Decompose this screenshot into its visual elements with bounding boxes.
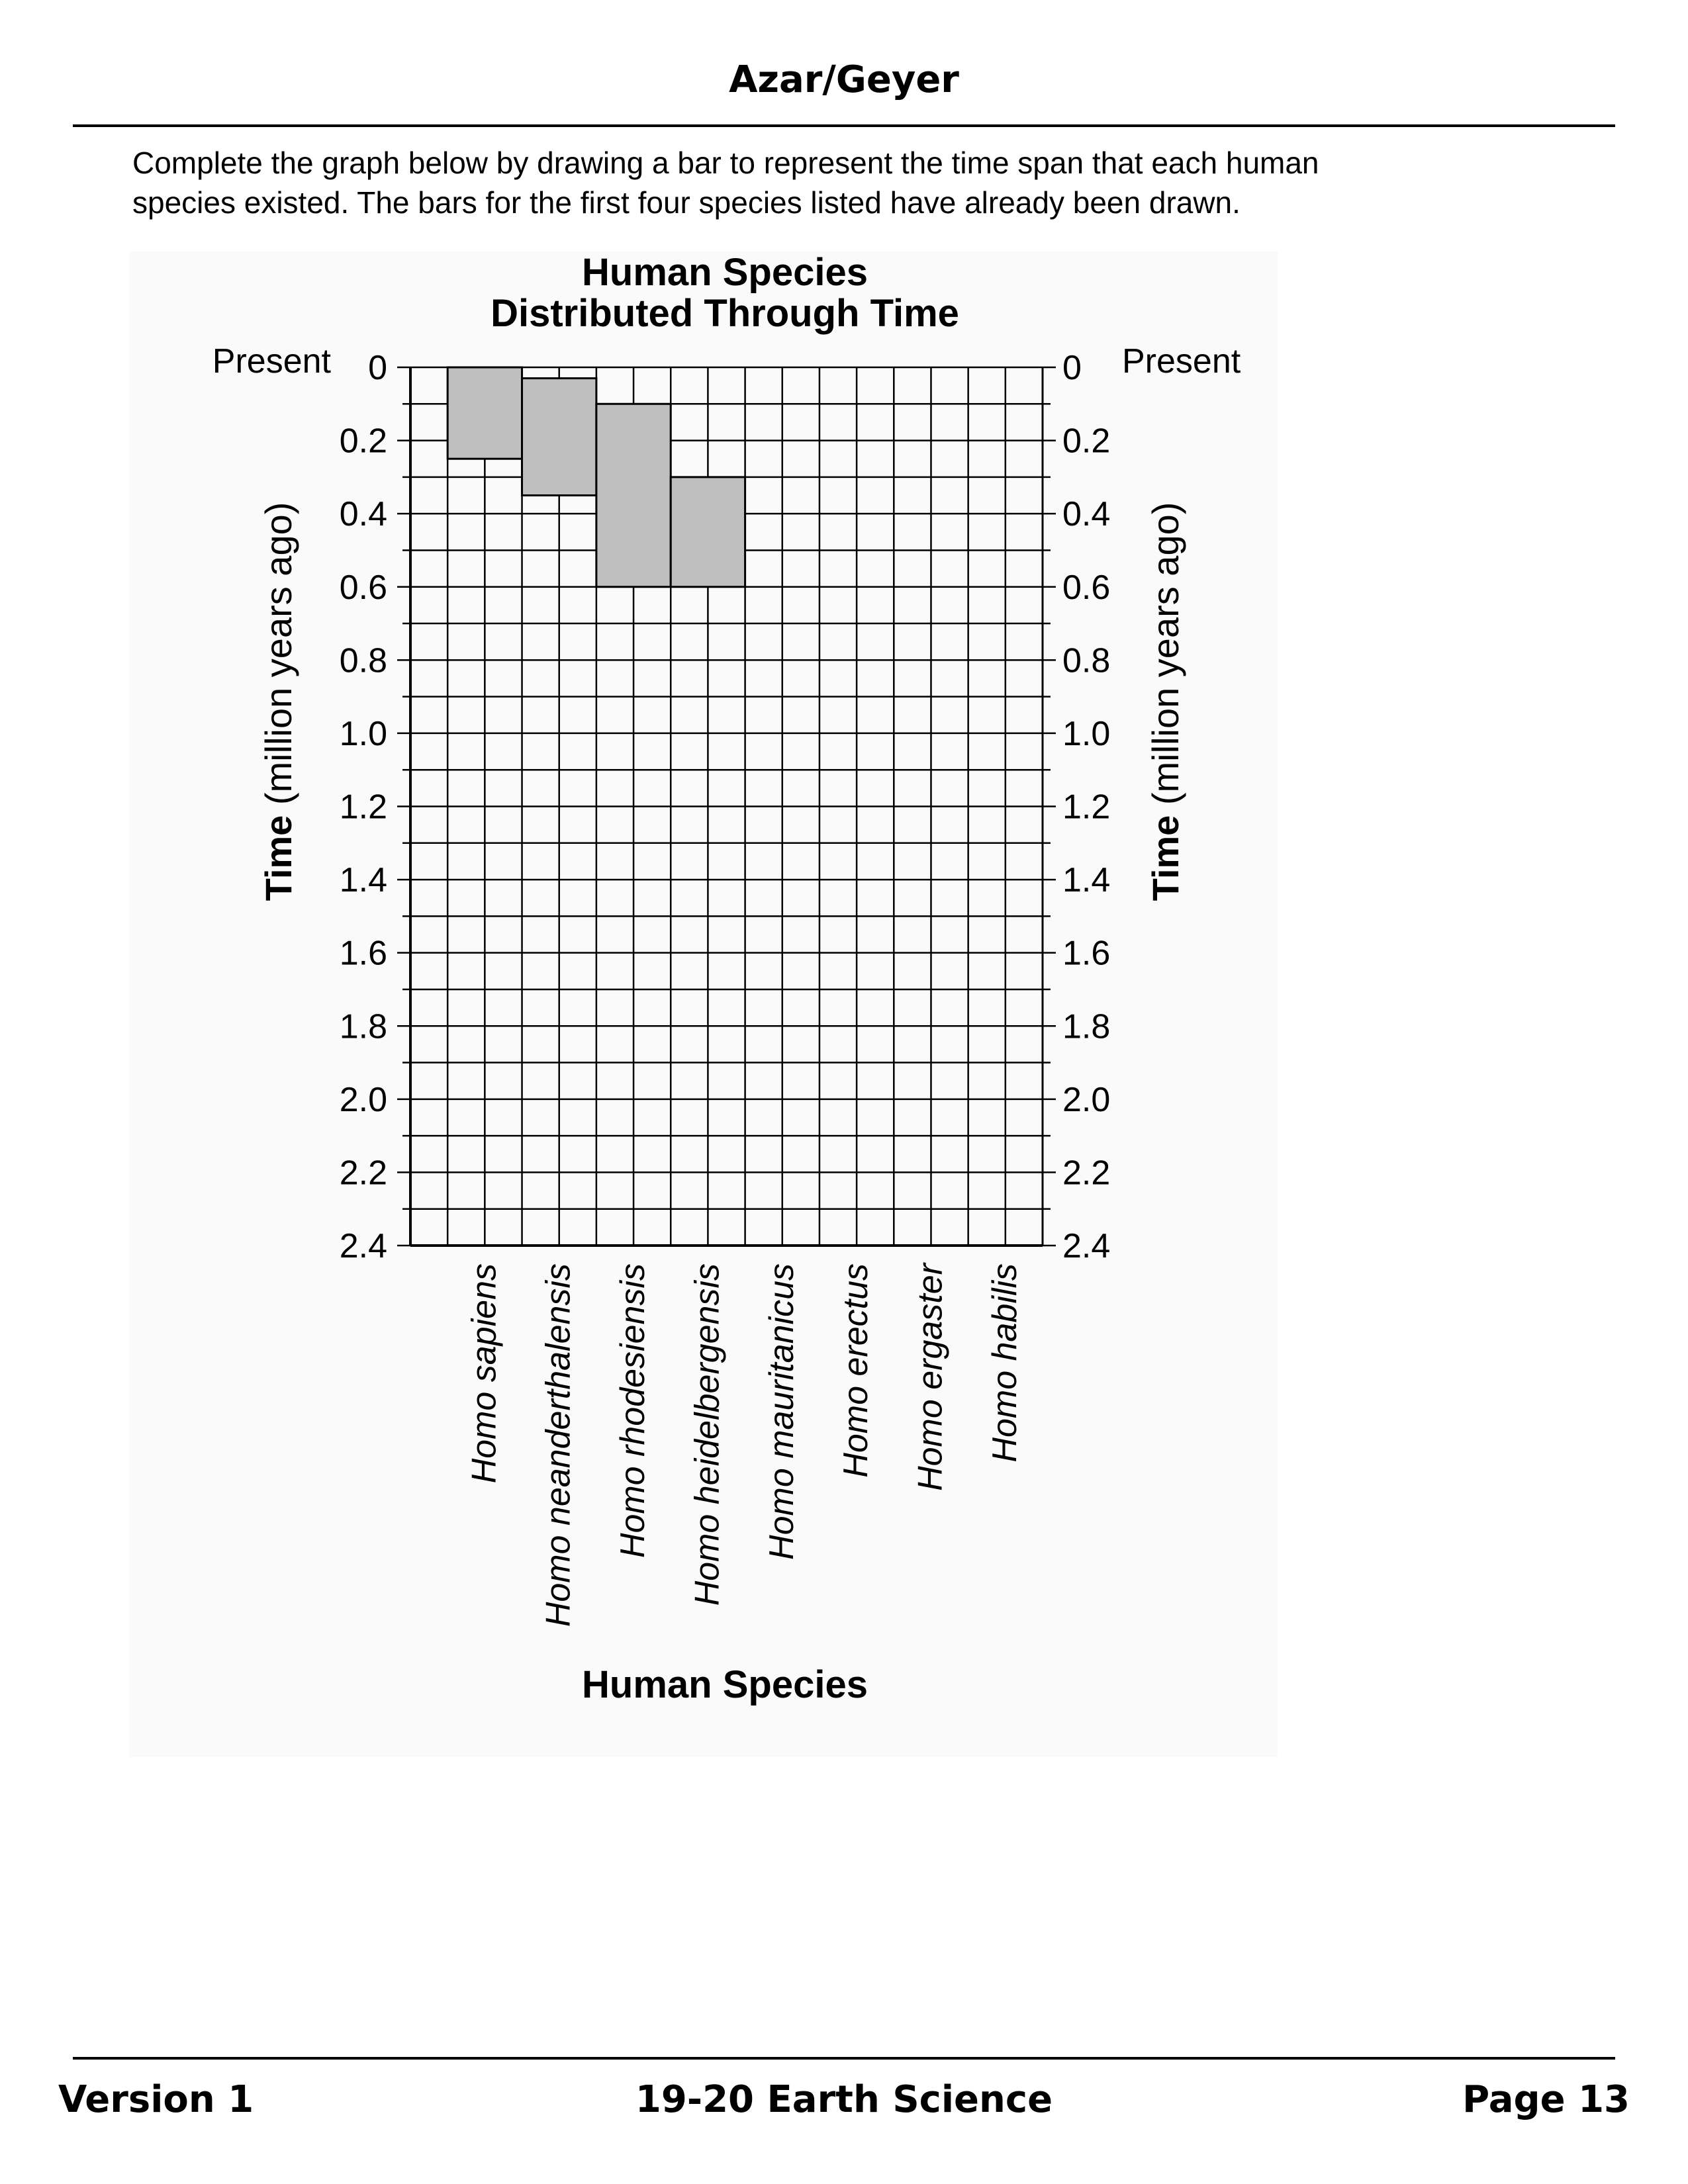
- category-labels: [465, 1261, 1023, 1627]
- category-label: Homo mauritanicus: [762, 1263, 801, 1560]
- present-label-left: Present: [212, 342, 331, 381]
- footer-rule: [73, 2057, 1615, 2060]
- y-axis-label-right-bold: Time: [1145, 815, 1186, 901]
- y-tick-label-right: 0.4: [1062, 495, 1111, 534]
- y-axis-label-left-rest: (million years ago): [258, 502, 299, 805]
- y-ticks-right: [1043, 349, 1110, 1265]
- bar-homo-neanderthalensis: [522, 379, 596, 496]
- y-tick-label-left: 1.8: [339, 1007, 387, 1046]
- y-tick-label-right: 0: [1062, 349, 1082, 387]
- human-species-chart: [129, 251, 1278, 1757]
- instructions-line-1: Complete the graph below by drawing a bar to represent the time span that each human: [132, 146, 1319, 180]
- footer-course: 19-20 Earth Science: [635, 2078, 1053, 2121]
- y-tick-label-left: 1.0: [339, 714, 387, 753]
- bar-homo-rhodesiensis: [596, 404, 671, 586]
- chart-title: Human Species: [582, 251, 868, 294]
- y-tick-label-left: 2.2: [339, 1154, 387, 1193]
- y-tick-label-right: 1.2: [1062, 788, 1111, 827]
- present-label-right: Present: [1122, 342, 1241, 381]
- category-label: Homo sapiens: [465, 1263, 504, 1484]
- y-tick-label-right: 2.4: [1062, 1227, 1111, 1265]
- y-axis-label-right: [1145, 502, 1186, 901]
- y-tick-label-left: 2.4: [339, 1227, 387, 1265]
- y-tick-label-left: 2.0: [339, 1080, 387, 1119]
- y-tick-label-left: 0.6: [339, 568, 387, 607]
- y-axis-label-right-rest: (million years ago): [1145, 502, 1186, 805]
- y-tick-label-left: 1.4: [339, 861, 387, 900]
- y-tick-label-left: 1.2: [339, 788, 387, 827]
- category-label: Homo neanderthalensis: [539, 1263, 578, 1627]
- y-tick-label-right: 0.6: [1062, 568, 1111, 607]
- y-tick-label-right: 1.8: [1062, 1007, 1111, 1046]
- category-label: Homo ergaster: [911, 1263, 950, 1491]
- bar-homo-sapiens: [447, 367, 522, 459]
- y-tick-label-right: 1.0: [1062, 714, 1111, 753]
- y-tick-label-right: 0.8: [1062, 641, 1111, 680]
- y-tick-label-left: 0.4: [339, 495, 387, 534]
- header-rule: [73, 124, 1615, 127]
- y-axis-label-left: [258, 502, 299, 901]
- category-label: Homo heidelbergensis: [688, 1263, 727, 1606]
- y-tick-label-left: 0.2: [339, 422, 387, 461]
- y-tick-label-left: 1.6: [339, 934, 387, 973]
- instructions: [132, 143, 1456, 222]
- y-axis-label-left-bold: Time: [258, 815, 299, 901]
- y-tick-label-left: 0: [368, 349, 387, 387]
- y-tick-label-right: 2.0: [1062, 1080, 1111, 1119]
- y-tick-label-left: 0.8: [339, 641, 387, 680]
- y-tick-label-right: 1.4: [1062, 861, 1111, 900]
- category-label: Homo rhodesiensis: [614, 1263, 653, 1559]
- chart-container: [129, 251, 1278, 1757]
- y-ticks-left: [340, 349, 410, 1265]
- x-axis-label: Human Species: [582, 1663, 868, 1706]
- footer-version: Version 1: [58, 2078, 254, 2121]
- footer-page-number: Page 13: [1462, 2078, 1630, 2121]
- instructions-line-2: species existed. The bars for the first four species listed have already been drawn.: [132, 185, 1241, 220]
- page-header-title: Azar/Geyer: [729, 58, 959, 101]
- bar-homo-heidelbergensis: [671, 477, 745, 587]
- y-tick-label-right: 1.6: [1062, 934, 1111, 973]
- y-tick-label-right: 2.2: [1062, 1154, 1111, 1193]
- category-label: Homo habilis: [985, 1263, 1024, 1463]
- chart-subtitle: Distributed Through Time: [491, 292, 959, 335]
- y-tick-label-right: 0.2: [1062, 422, 1111, 461]
- category-label: Homo erectus: [837, 1263, 876, 1478]
